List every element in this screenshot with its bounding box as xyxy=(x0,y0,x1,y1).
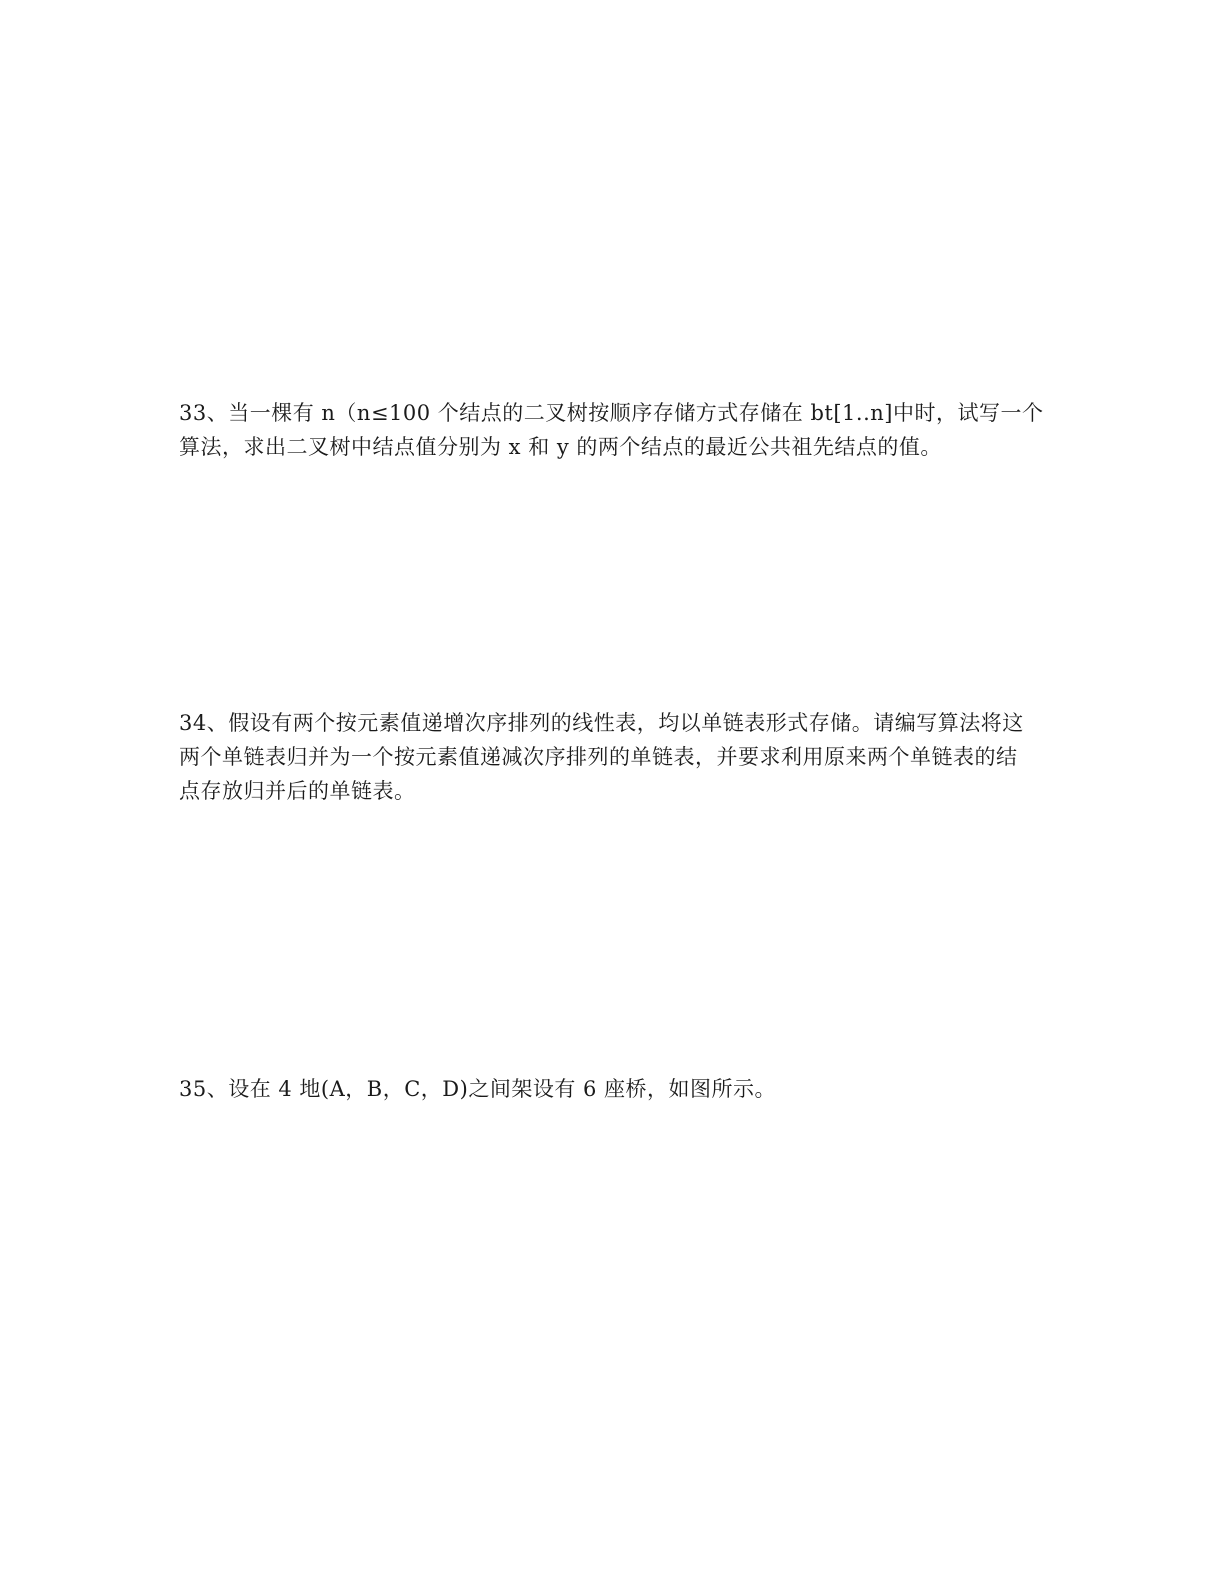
question-35 xyxy=(179,1072,1039,1106)
question-34-line-2: 两个单链表归并为一个按元素值递减次序排列的单链表，并要求利用原来两个单链表的结 xyxy=(179,745,1018,769)
question-33 xyxy=(179,396,1044,464)
question-33-line-2: 算法，求出二叉树中结点值分别为 x 和 y 的两个结点的最近公共祖先结点的值。 xyxy=(179,435,942,459)
question-34 xyxy=(179,706,1039,808)
question-34-line-3: 点存放归并后的单链表。 xyxy=(179,779,416,803)
question-34-line-1: 34、假设有两个按元素值递增次序排列的线性表，均以单链表形式存储。请编写算法将这 xyxy=(179,711,1024,735)
question-33-line-1: 33、当一棵有 n（n≤100 个结点的二叉树按顺序存储方式存储在 bt[1..n]中时，试写一个 xyxy=(179,401,1044,425)
question-35-line-1: 35、设在 4 地(A，B，C，D)之间架设有 6 座桥，如图所示。 xyxy=(179,1077,777,1101)
